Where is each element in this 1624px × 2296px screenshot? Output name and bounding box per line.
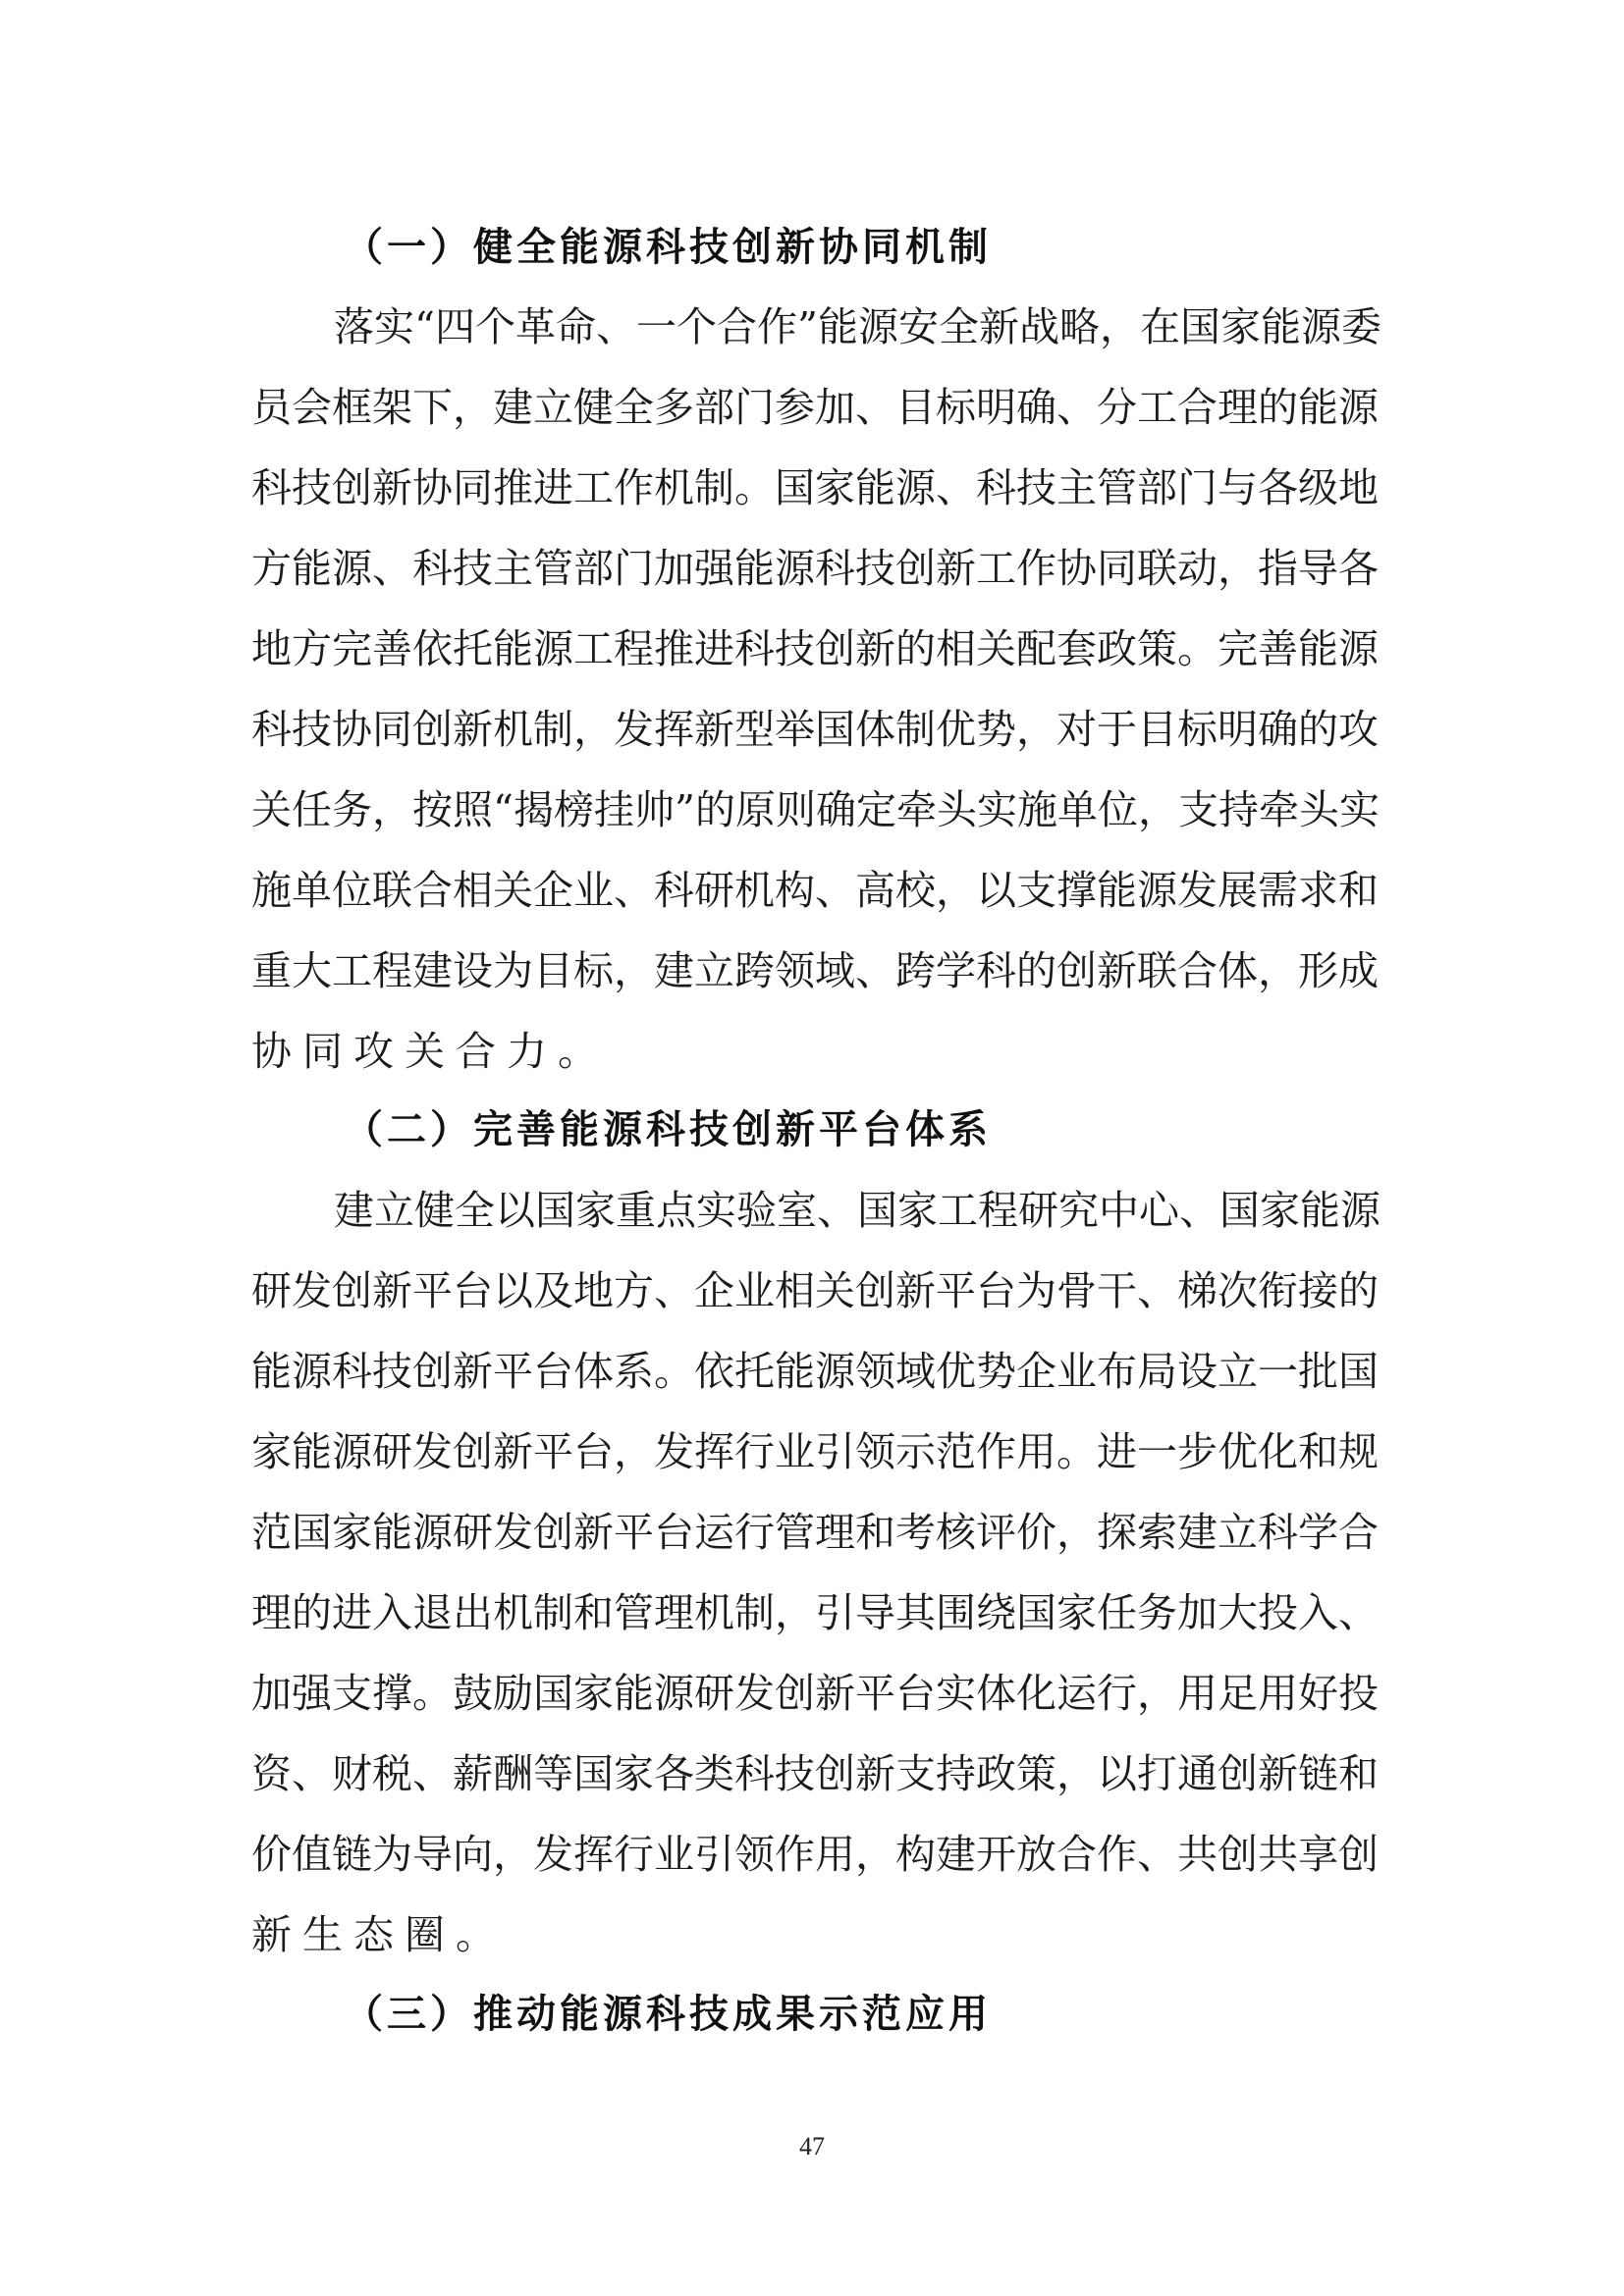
paragraph-line: 科 技 创 新 协 同 推 进 工 作 机 制 。 国 家 能 源 、 科 技 主 管 部 门 与 各 级 地	[251, 464, 1379, 511]
section-heading-2: （二）完善能源科技创新平台体系	[344, 1107, 992, 1152]
paragraph-line: 方 能 源 、 科 技 主 管 部 门 加 强 能 源 科 技 创 新 工 作 协 同 联 动 ， 指 导 各	[251, 545, 1379, 592]
paragraph-line: 理 的 进 入 退 出 机 制 和 管 理 机 制 ， 引 导 其 围 绕 国 家 任 务 加 大 投 入 、	[251, 1589, 1379, 1636]
paragraph-line: 重 大 工 程 建 设 为 目 标 ， 建 立 跨 领 域 、 跨 学 科 的 创 新 联 合 体 ， 形 成	[251, 947, 1379, 994]
paragraph-line: 员 会 框 架 下 ， 建 立 健 全 多 部 门 参 加 、 目 标 明 确 、 分 工 合 理 的 能 源	[251, 384, 1379, 431]
paragraph-line: 科 技 协 同 创 新 机 制 ， 发 挥 新 型 举 国 体 制 优 势 ， 对 于 目 标 明 确 的 攻	[251, 706, 1379, 753]
section-heading-1: （一）健全能源科技创新协同机制	[344, 225, 992, 270]
paragraph-line: 新生态圈。	[251, 1911, 507, 1958]
paragraph-line: 关 任 务 ， 按 照 “ 揭 榜 挂 帅 ” 的 原 则 确 定 牵 头 实 施 单 位 ， 支 持 牵 头 实	[251, 786, 1380, 833]
paragraph-line: 价 值 链 为 导 向 ， 发 挥 行 业 引 领 作 用 ， 构 建 开 放 合 作 、 共 创 共 享 创	[251, 1831, 1379, 1878]
paragraph-line: 家 能 源 研 发 创 新 平 台 ， 发 挥 行 业 引 领 示 范 作 用 。 进 一 步 优 化 和 规	[251, 1428, 1379, 1475]
section-heading-3: （三）推动能源科技成果示范应用	[344, 1992, 992, 2037]
paragraph-line: 加 强 支 撑 。 鼓 励 国 家 能 源 研 发 创 新 平 台 实 体 化 运 行 ， 用 足 用 好 投	[251, 1670, 1379, 1717]
paragraph-line: 地 方 完 善 依 托 能 源 工 程 推 进 科 技 创 新 的 相 关 配 套 政 策 。 完 善 能 源	[251, 625, 1379, 672]
paragraph-line: 研 发 创 新 平 台 以 及 地 方 、 企 业 相 关 创 新 平 台 为 骨 干 、 梯 次 衔 接 的	[251, 1267, 1379, 1314]
paragraph-line: 协同攻关合力。	[251, 1028, 609, 1075]
paragraph-line: 能 源 科 技 创 新 平 台 体 系 。 依 托 能 源 领 域 优 势 企 业 布 局 设 立 一 批 国	[251, 1348, 1379, 1395]
page-number: 47	[799, 2132, 825, 2161]
paragraph-line: 资 、 财 税 、 薪 酬 等 国 家 各 类 科 技 创 新 支 持 政 策 ， 以 打 通 创 新 链 和	[251, 1750, 1379, 1797]
paragraph-line: 落 实 “ 四 个 革 命 、 一 个 合 作 ” 能 源 安 全 新 战 略 ， 在 国 家 能 源 委	[334, 303, 1381, 350]
paragraph-line: 范 国 家 能 源 研 发 创 新 平 台 运 行 管 理 和 考 核 评 价 ， 探 索 建 立 科 学 合	[251, 1509, 1379, 1556]
paragraph-line: 施 单 位 联 合 相 关 企 业 、 科 研 机 构 、 高 校 ， 以 支 撑 能 源 发 展 需 求 和	[251, 867, 1379, 914]
paragraph-line: 建 立 健 全 以 国 家 重 点 实 验 室 、 国 家 工 程 研 究 中 心 、 国 家 能 源	[334, 1187, 1380, 1234]
